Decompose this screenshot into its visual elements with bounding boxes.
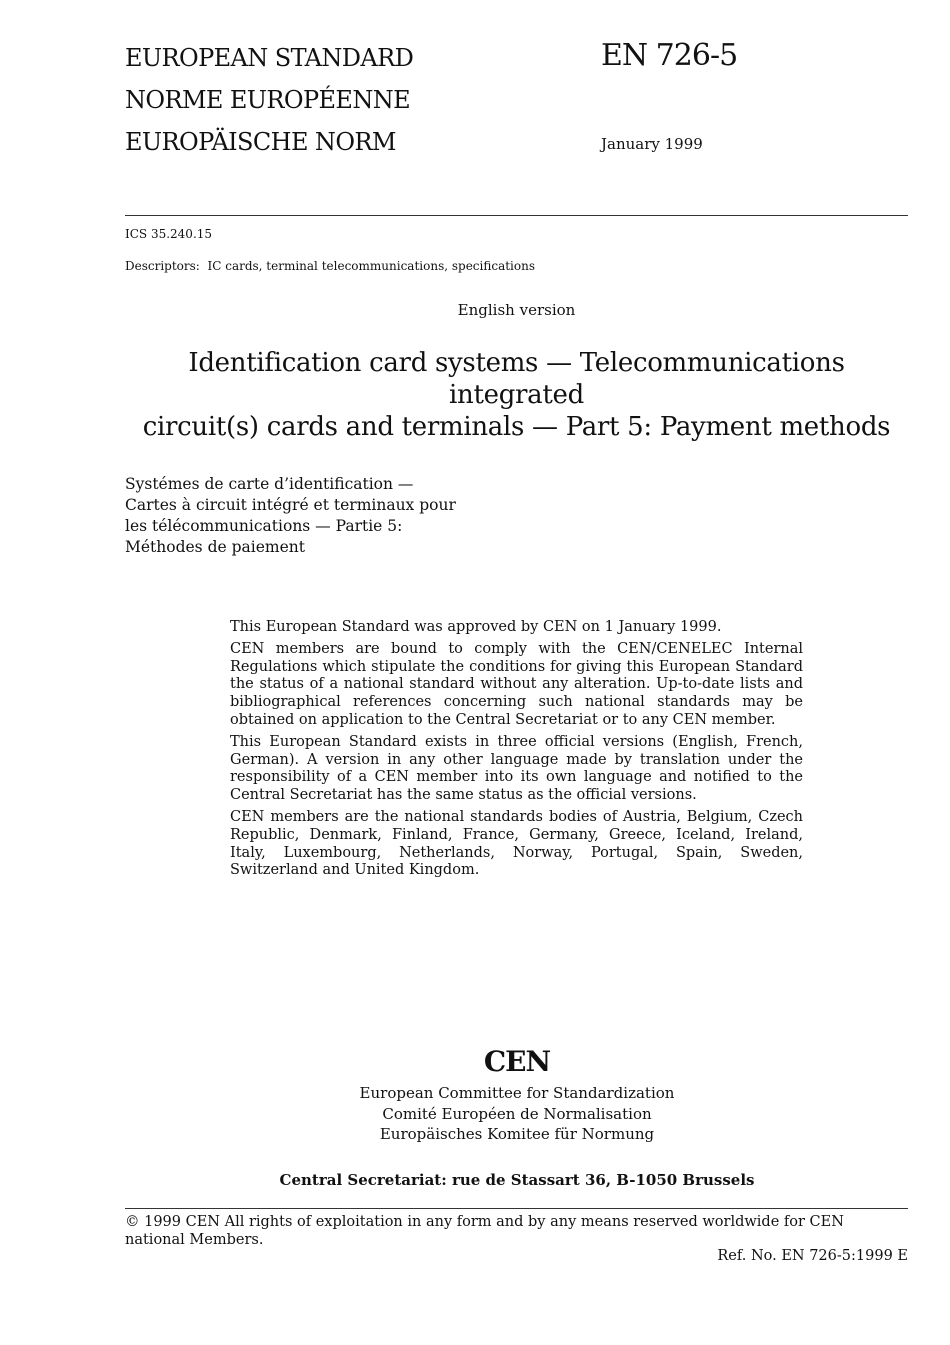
approval-paragraph: This European Standard was approved by CEN on 1 January 1999. [230, 619, 722, 635]
publication-date: January 1999 [601, 135, 703, 153]
title-line-2: circuit(s) cards and terminals — Part 5: Payment methods [142, 412, 891, 442]
central-secretariat: Central Secretariat: rue de Stassart 36, B-1050 Brussels [279, 1171, 755, 1189]
descriptors-value: IC cards, terminal telecommunications, specifications [207, 259, 535, 273]
approval-paragraph: This European Standard exists in three official versions (English, French, German). A version in any other language made by translation under the responsibility of a CEN member into its own language and notified to the Central Secretariat has the same status as the official versions. [230, 733, 803, 804]
standard-names [125, 44, 525, 164]
descriptors [125, 259, 535, 273]
committee-name-french: Comité Européen de Normalisation [382, 1104, 652, 1123]
approval-paragraph: CEN members are bound to comply with the CEN/CENELEC Internal Regulations which stipulate the conditions for giving this European Standard the status of a national standard without any alteration. Up-to-date lists and bibliographical references concerning such national standards may be obtained on application to the Central Secretariat or to any CEN member. [230, 640, 803, 728]
french-title: Systémes de carte d’identification — Cartes à circuit intégré et terminaux pour les télécommunications — Partie 5: Méthodes de paiement [125, 475, 456, 556]
document-title [125, 347, 908, 443]
approval-text [230, 619, 803, 884]
header-divider [125, 215, 908, 216]
standard-name-french: NORME EUROPÉENNE [125, 86, 411, 114]
committee-name-english: European Committee for Standardization [359, 1084, 675, 1102]
title-line-1: Identification card systems — Telecommunications integrated [188, 348, 845, 410]
cen-logo: CEN [483, 1045, 551, 1078]
committee-name-german: Europäisches Komitee für Normung [379, 1125, 655, 1143]
footer-divider [125, 1208, 908, 1209]
standard-number: EN 726-5 [601, 38, 738, 73]
descriptors-label: Descriptors: [125, 259, 200, 273]
committee-names [317, 1083, 717, 1145]
ics-code: ICS 35.240.15 [125, 227, 213, 241]
standard-name-english: EUROPEAN STANDARD [125, 44, 414, 72]
reference-number: Ref. No. EN 726-5:1999 E [717, 1248, 908, 1264]
standard-name-german: EUROPÄISCHE NORM [125, 128, 396, 156]
approval-paragraph: CEN members are the national standards bodies of Austria, Belgium, Czech Republic, Denmark, Finland, France, Germany, Greece, Iceland, Ireland, Italy, Luxembourg, Netherlands, Norway, Portugal, Spain, Sweden, Switzerland and United Kingdom. [230, 808, 803, 879]
copyright-notice: © 1999 CEN All rights of exploitation in any form and by any means reserved worldwide for CEN national Members. [125, 1214, 844, 1248]
version-label: English version [457, 301, 576, 319]
